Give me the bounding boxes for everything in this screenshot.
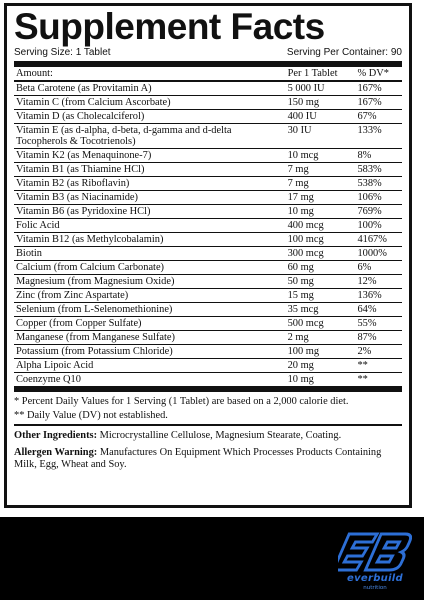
header-per-tablet: Per 1 Tablet — [286, 67, 356, 81]
nutrient-dv: 136% — [355, 289, 402, 303]
table-row — [14, 124, 402, 149]
table-row — [14, 303, 402, 317]
allergen-warning — [14, 447, 402, 471]
servings-per-container: Serving Per Container: 90 — [286, 47, 402, 58]
nutrient-dv: 67% — [355, 110, 402, 124]
nutrient-amount: 7 mg — [286, 177, 356, 191]
nutrient-dv: 100% — [355, 219, 402, 233]
nutrient-name: Vitamin D (as Cholecalciferol) — [14, 110, 286, 124]
nutrient-dv: 55% — [355, 317, 402, 331]
nutrient-amount: 2 mg — [286, 331, 356, 345]
nutrient-dv: 87% — [355, 331, 402, 345]
nutrient-name: Zinc (from Zinc Aspartate) — [14, 289, 286, 303]
nutrient-amount: 7 mg — [286, 163, 356, 177]
nutrient-amount: 400 IU — [286, 110, 356, 124]
nutrient-dv: 8% — [355, 149, 402, 163]
brand-tagline: nutrition — [363, 585, 387, 591]
nutrient-amount: 500 mcg — [286, 317, 356, 331]
nutrient-amount: 5 000 IU — [286, 81, 356, 96]
nutrient-amount: 10 mcg — [286, 149, 356, 163]
nutrient-dv: 2% — [355, 345, 402, 359]
nutrient-amount: 150 mg — [286, 96, 356, 110]
nutrient-dv: 4167% — [355, 233, 402, 247]
allergen-warning-text: Manufactures On Equipment Which Processes Products Containing Milk, Egg, Wheat and Soy. — [14, 447, 382, 470]
allergen-warning-label: Allergen Warning: — [14, 447, 98, 458]
nutrient-name: Manganese (from Manganese Sulfate) — [14, 331, 286, 345]
nutrient-amount: 100 mcg — [286, 233, 356, 247]
nutrient-dv: 583% — [355, 163, 402, 177]
nutrient-dv: 12% — [355, 275, 402, 289]
other-info — [14, 424, 402, 471]
nutrient-dv: 167% — [355, 96, 402, 110]
footnotes — [14, 387, 402, 422]
table-header-row — [14, 67, 402, 81]
nutrient-dv: 1000% — [355, 247, 402, 261]
serving-size: Serving Size: 1 Tablet — [14, 47, 111, 58]
nutrient-amount: 17 mg — [286, 191, 356, 205]
nutrient-name: Calcium (from Calcium Carbonate) — [14, 261, 286, 275]
table-row — [14, 177, 402, 191]
nutrient-amount: 60 mg — [286, 261, 356, 275]
table-row — [14, 261, 402, 275]
nutrient-dv: 769% — [355, 205, 402, 219]
table-row — [14, 317, 402, 331]
nutrient-name: Vitamin E (as d-alpha, d-beta, d-gamma and d-delta Tocopherols & Tocotrienols) — [14, 124, 286, 149]
nutrient-amount: 50 mg — [286, 275, 356, 289]
nutrient-amount: 10 mg — [286, 373, 356, 387]
nutrient-name: Vitamin B12 (as Methylcobalamin) — [14, 233, 286, 247]
nutrient-amount: 15 mg — [286, 289, 356, 303]
table-row — [14, 275, 402, 289]
nutrient-name: Selenium (from L-Selenomethionine) — [14, 303, 286, 317]
nutrient-amount: 300 mcg — [286, 247, 356, 261]
nutrient-name: Vitamin B1 (as Thiamine HCl) — [14, 163, 286, 177]
nutrient-dv: 538% — [355, 177, 402, 191]
table-row — [14, 163, 402, 177]
not-established-footnote: ** Daily Value (DV) not established. — [14, 410, 168, 421]
table-row — [14, 345, 402, 359]
nutrient-amount: 400 mcg — [286, 219, 356, 233]
table-row — [14, 373, 402, 387]
table-row — [14, 359, 402, 373]
nutrient-name: Magnesium (from Magnesium Oxide) — [14, 275, 286, 289]
nutrient-name: Vitamin K2 (as Menaquinone-7) — [14, 149, 286, 163]
nutrient-amount: 10 mg — [286, 205, 356, 219]
nutrient-name: Vitamin B6 (as Pyridoxine HCl) — [14, 205, 286, 219]
nutrient-name: Potassium (from Potassium Chloride) — [14, 345, 286, 359]
table-row — [14, 247, 402, 261]
nutrient-dv: 106% — [355, 191, 402, 205]
nutrient-dv: 6% — [355, 261, 402, 275]
table-row — [14, 110, 402, 124]
table-row — [14, 205, 402, 219]
nutrient-name: Coenzyme Q10 — [14, 373, 286, 387]
nutrient-name: Folic Acid — [14, 219, 286, 233]
nutrient-dv: 64% — [355, 303, 402, 317]
nutrient-name: Beta Carotene (as Provitamin A) — [14, 81, 286, 96]
panel-title: Supplement Facts — [14, 6, 325, 47]
header-dv: % DV* — [355, 67, 402, 81]
other-ingredients — [14, 430, 402, 442]
nutrient-table — [14, 67, 402, 387]
table-row — [14, 191, 402, 205]
nutrient-name: Biotin — [14, 247, 286, 261]
table-row — [14, 219, 402, 233]
nutrient-amount: 20 mg — [286, 359, 356, 373]
brand-name: everbuild — [346, 573, 403, 584]
table-row — [14, 289, 402, 303]
nutrient-name: Alpha Lipoic Acid — [14, 359, 286, 373]
nutrient-name: Copper (from Copper Sulfate) — [14, 317, 286, 331]
table-row — [14, 233, 402, 247]
nutrient-amount: 100 mg — [286, 345, 356, 359]
nutrient-dv: ** — [355, 373, 402, 387]
serving-info — [14, 47, 402, 67]
other-ingredients-label: Other Ingredients: — [14, 430, 98, 441]
nutrient-name: Vitamin B2 (as Riboflavin) — [14, 177, 286, 191]
header-amount: Amount: — [14, 67, 286, 81]
table-row — [14, 331, 402, 345]
dv-footnote: * Percent Daily Values for 1 Serving (1 Tablet) are based on a 2,000 calorie diet. — [14, 396, 349, 407]
nutrient-dv: 133% — [355, 124, 402, 149]
nutrient-name: Vitamin C (from Calcium Ascorbate) — [14, 96, 286, 110]
nutrient-dv: 167% — [355, 81, 402, 96]
nutrient-name: Vitamin B3 (as Niacinamide) — [14, 191, 286, 205]
table-row — [14, 96, 402, 110]
nutrient-amount: 35 mcg — [286, 303, 356, 317]
nutrient-dv: ** — [355, 359, 402, 373]
table-row — [14, 81, 402, 96]
other-ingredients-text: Microcrystalline Cellulose, Magnesium Stearate, Coating. — [99, 430, 342, 441]
supplement-facts-panel — [4, 3, 412, 508]
table-row — [14, 149, 402, 163]
nutrient-amount: 30 IU — [286, 124, 356, 149]
